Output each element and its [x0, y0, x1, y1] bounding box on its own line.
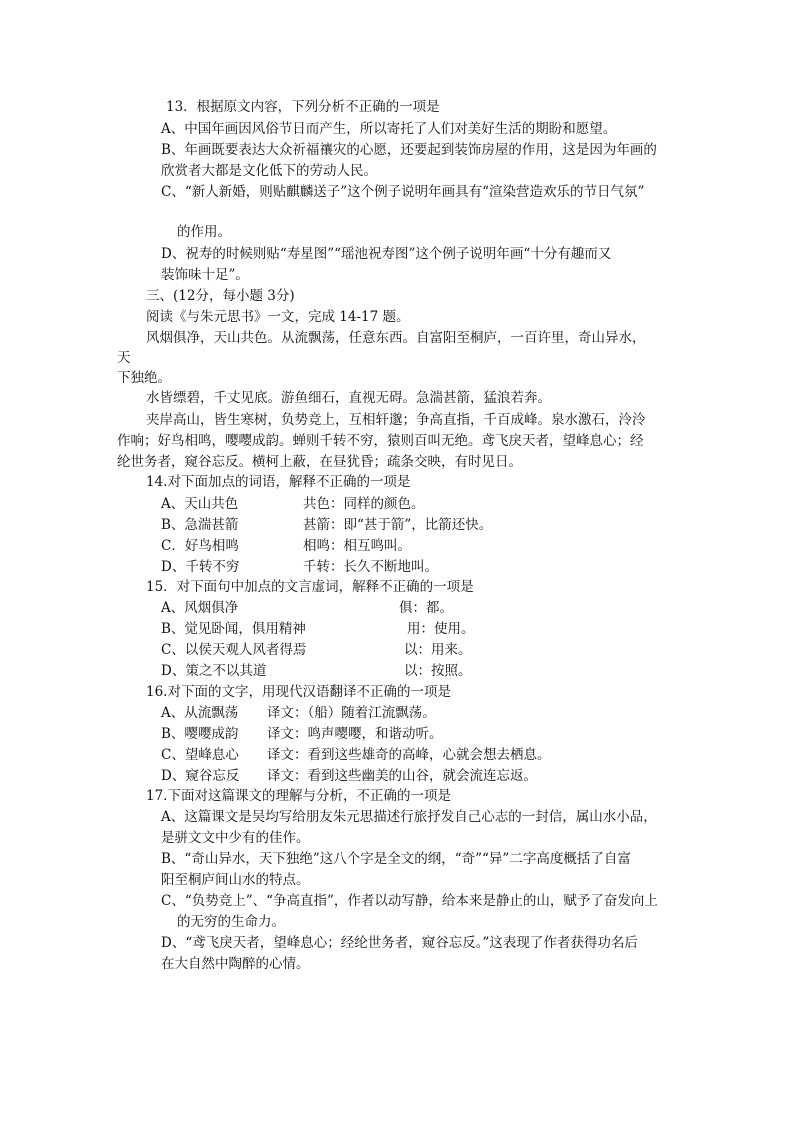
q15-option-b-term: B、觉见卧闻，俱用精神: [161, 621, 306, 637]
q16-option-c-term: C、望峰息心: [161, 747, 239, 763]
q15-option-c: [161, 641, 472, 659]
q16-option-d: [161, 767, 537, 785]
q15-option-b-gloss: 用：使用。: [407, 621, 475, 637]
q14-option-d-gloss: 千转：长久不断地叫。: [303, 559, 438, 575]
q15-option-d: [161, 662, 472, 680]
q17-option-a-line1: A、这篇课文是吴均写给朋友朱元思描述行旅抒发自己心志的一封信，属山水小品，: [161, 809, 657, 825]
q17-option-b-line1: B、“奇山异水，天下独绝”这八个字是全文的纲，“奇”“异”二字高度概括了自富: [161, 851, 631, 867]
q14-option-d: [161, 558, 438, 576]
passage-p3-line1: 夹岸高山，皆生寒树，负势竞上，互相轩邈；争高直指，千百成峰。泉水激石，泠泠: [146, 412, 646, 428]
q17-option-d-line1: D、“鸢飞戾天者，望峰息心；经纶世务者，窥谷忘反。”这表现了作者获得功名后: [161, 935, 638, 951]
q16-option-b-gloss: 译文：鸣声嘤嘤，和谐动听。: [267, 726, 443, 742]
q14-option-b-term: B、急湍甚箭: [161, 517, 239, 533]
passage-p1-line2: 天: [117, 350, 131, 366]
q15-stem: 15．对下面句中加点的文言虚词，解释不正确的一项是: [146, 579, 474, 595]
q13-option-b-line2: 欣赏者大都是文化低下的劳动人民。: [161, 163, 377, 179]
passage-p3-line3: 纶世务者，窥谷忘反。横柯上蔽，在昼犹昏；疏条交映，有时见日。: [117, 454, 522, 470]
q17-option-c-line2: 的无穷的生命力。: [177, 914, 285, 930]
q15-option-c-term: C、以侯天观人风者得焉: [161, 642, 307, 658]
q15-option-a-term: A、风烟俱净: [161, 600, 239, 616]
q13-stem: 13．根据原文内容，下列分析不正确的一项是: [166, 99, 440, 115]
q14-option-c-gloss: 相鸣：相互鸣叫。: [303, 538, 411, 554]
q17-option-c-line1: C、“负势竞上”、“争高直指”，作者以动写静，给本来是静止的山，赋予了奋发向上: [161, 893, 658, 909]
q17-option-a-line2: 是骈文文中少有的佳作。: [161, 830, 310, 846]
q14-stem: 14.对下面加点的词语，解释不正确的一项是: [146, 474, 411, 490]
q15-option-a: [161, 599, 453, 617]
q14-option-b: [161, 516, 493, 534]
q15-option-d-term: D、策之不以其道: [161, 663, 267, 679]
q13-option-c-line2: 的作用。: [177, 224, 231, 240]
q17-option-d-line2: 在大自然中陶醉的心情。: [161, 956, 310, 972]
q16-option-b-term: B、嘤嘤成韵: [161, 726, 239, 742]
passage-p1-line1: 风烟俱净，天山共色。从流飘荡，任意东西。自富阳至桐庐，一百许里，奇山异水，: [146, 330, 646, 346]
q15-option-b: [161, 620, 475, 638]
q17-stem: 17.下面对这篇课文的理解与分析，不正确的一项是: [146, 788, 451, 804]
q14-option-c: [161, 537, 411, 555]
q16-option-b: [161, 725, 443, 743]
section3-heading: 三、(12分，每小题 3分): [146, 288, 295, 304]
q13-option-b-line1: B、年画既要表达大众祈福禳灾的心愿，还要起到装饰房屋的作用，这是因为年画的: [161, 142, 657, 158]
q16-option-c: [161, 746, 551, 764]
q16-stem: 16.对下面的文字，用现代汉语翻译不正确的一项是: [146, 684, 451, 700]
q13-option-a: A、中国年画因风俗节日而产生，所以寄托了人们对美好生活的期盼和愿望。: [161, 121, 617, 137]
section3-intro: 阅读《与朱元思书》一文，完成 14-17 题。: [146, 309, 410, 325]
q16-option-d-term: D、窥谷忘反: [161, 768, 240, 784]
q15-option-a-gloss: 俱：都。: [399, 600, 453, 616]
q14-option-c-term: C．好鸟相鸣: [161, 538, 239, 554]
passage-p2: 水皆缥碧，千丈见底。游鱼细石，直视无碍。急湍甚箭，猛浪若奔。: [146, 390, 551, 406]
q14-option-a-gloss: 共色：同样的颜色。: [303, 496, 425, 512]
q14-option-a-term: A、天山共色: [161, 496, 239, 512]
q14-option-b-gloss: 甚箭：即“甚于箭”，比箭还快。: [303, 517, 493, 533]
q16-option-c-gloss: 译文：看到这些雄奇的高峰，心就会想去栖息。: [267, 747, 551, 763]
passage-p1-line3: 下独绝。: [117, 370, 171, 386]
passage-p3-line2: 作响；好鸟相鸣，嘤嘤成韵。蝉则千转不穷，猿则百叫无绝。鸢飞戾天者，望峰息心；经: [117, 433, 644, 449]
q13-option-d-line1: D、祝寿的时候则贴“寿星图”“瑶池祝寿图”这个例子说明年画“十分有趣而又: [161, 246, 612, 262]
q16-option-a-term: A、从流飘荡: [161, 705, 239, 721]
q14-option-a: [161, 495, 425, 513]
q16-option-d-gloss: 译文：看到这些幽美的山谷，就会流连忘返。: [267, 768, 537, 784]
q14-option-d-term: D、千转不穷: [161, 559, 240, 575]
q15-option-c-gloss: 以：用来。: [404, 642, 472, 658]
q13-option-c-line1: C、“新人新婚，则贴麒麟送子”这个例子说明年画具有“渲染营造欢乐的节日气氛”: [161, 184, 645, 200]
q16-option-a: [161, 704, 436, 722]
q16-option-a-gloss: 译文：（船）随着江流飘荡。: [267, 705, 436, 721]
q17-option-b-line2: 阳至桐庐间山水的特点。: [161, 872, 310, 888]
q13-option-d-line2: 装饰味十足”。: [161, 267, 249, 283]
q15-option-d-gloss: 以：按照。: [404, 663, 472, 679]
